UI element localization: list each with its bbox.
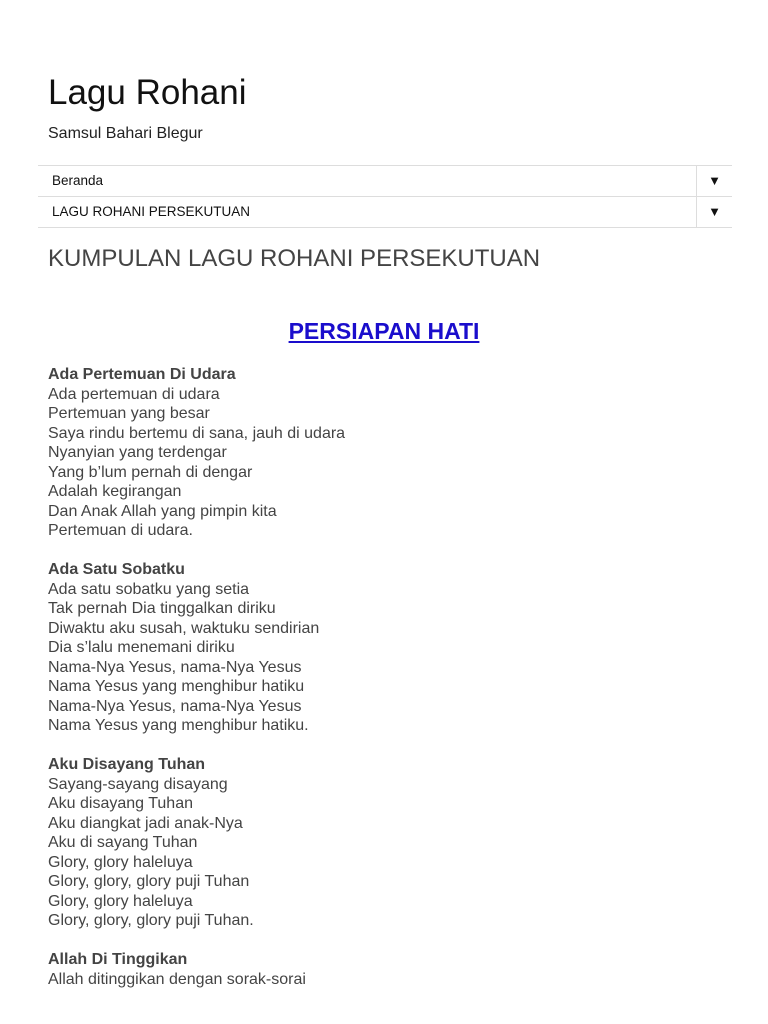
song-line: Nama Yesus yang menghibur hatiku (48, 678, 305, 695)
nav-item-beranda[interactable] (38, 165, 732, 196)
song-line: Nama Yesus yang menghibur hatiku. (48, 717, 309, 734)
song-line: Pertemuan di udara. (48, 522, 193, 539)
song-title: Aku Disayang Tuhan (48, 756, 206, 773)
post-title: KUMPULAN LAGU ROHANI PERSEKUTUAN (48, 245, 541, 272)
nav-item-label[interactable]: LAGU ROHANI PERSEKUTUAN (52, 204, 251, 219)
song-entry (48, 560, 728, 736)
song-title: Ada Satu Sobatku (48, 561, 185, 578)
page-navigation (38, 165, 732, 228)
section-heading (0, 316, 768, 348)
song-line: Glory, glory haleluya (48, 892, 193, 910)
song-entry (48, 950, 728, 989)
song-line: Aku di sayang Tuhan (48, 834, 198, 851)
song-line: Tak pernah Dia tinggalkan diriku (48, 600, 276, 617)
song-entry (48, 365, 728, 541)
song-line: Aku disayang Tuhan (48, 795, 193, 812)
song-line: Adalah kegirangan (48, 483, 182, 500)
nav-item-lagu-rohani-persekutuan[interactable] (38, 196, 732, 228)
song-title: Ada Pertemuan Di Udara (48, 366, 236, 383)
song-line: Yang b’lum pernah di dengar (48, 463, 253, 481)
song-line: Nama-Nya Yesus, nama-Nya Yesus (48, 658, 302, 676)
dropdown-arrow-icon[interactable]: ▼ (696, 197, 732, 227)
song-title: Allah Di Tinggikan (48, 951, 188, 968)
song-line: Diwaktu aku susah, waktuku sendirian (48, 619, 320, 637)
site-description: Samsul Bahari Blegur (48, 125, 203, 142)
song-line: Ada pertemuan di udara (48, 385, 220, 403)
song-line: Pertemuan yang besar (48, 405, 210, 422)
song-line: Allah ditinggikan dengan sorak-sorai (48, 970, 306, 988)
dropdown-arrow-icon[interactable]: ▼ (696, 166, 732, 196)
song-line: Ada satu sobatku yang setia (48, 580, 250, 598)
site-title[interactable]: Lagu Rohani (48, 73, 247, 112)
song-line: Glory, glory, glory puji Tuhan. (48, 912, 254, 929)
song-line: Glory, glory haleluya (48, 853, 193, 871)
song-line: Dan Anak Allah yang pimpin kita (48, 502, 277, 520)
song-line: Saya rindu bertemu di sana, jauh di udara (48, 424, 346, 442)
song-line: Sayang-sayang disayang (48, 775, 228, 793)
song-line: Aku diangkat jadi anak-Nya (48, 814, 243, 832)
song-line: Glory, glory, glory puji Tuhan (48, 873, 250, 890)
section-heading-link[interactable]: PERSIAPAN HATI (288, 318, 480, 344)
song-line: Nama-Nya Yesus, nama-Nya Yesus (48, 697, 302, 715)
song-line: Nyanyian yang terdengar (48, 444, 227, 461)
song-line: Dia s’lalu menemani diriku (48, 639, 235, 656)
song-entry (48, 755, 728, 931)
nav-item-label[interactable]: Beranda (52, 173, 104, 188)
song-list (48, 365, 728, 1009)
